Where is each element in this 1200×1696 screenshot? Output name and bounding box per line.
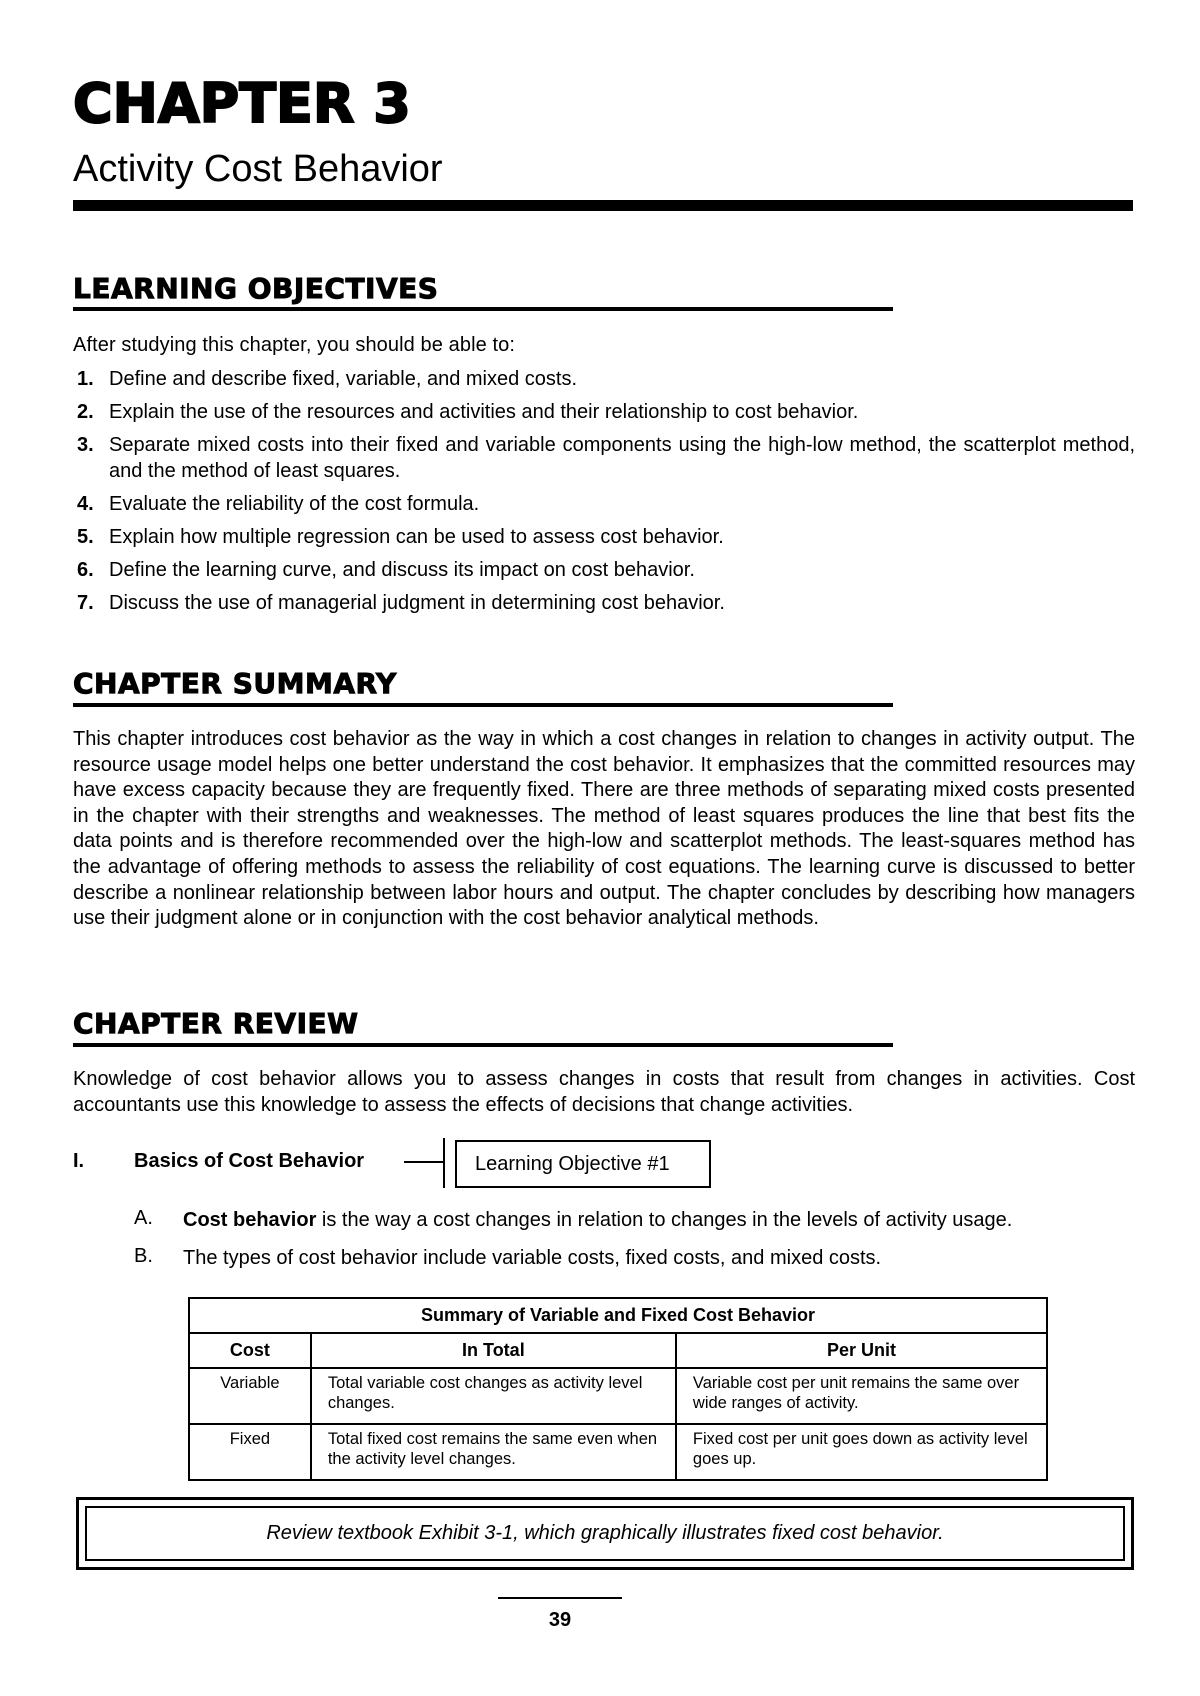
point-a-rest: is the way a cost changes in relation to changes in the levels of activity usage. bbox=[316, 1209, 1013, 1231]
in-total-cell: Total variable cost changes as activity level changes. bbox=[311, 1368, 676, 1424]
column-header-in-total: In Total bbox=[311, 1333, 676, 1368]
table-row bbox=[189, 1424, 1047, 1480]
point-a-term: Cost behavior bbox=[183, 1209, 317, 1231]
objective-number: 6. bbox=[77, 559, 94, 581]
review-note-text: Review textbook Exhibit 3-1, which graphically illustrates fixed cost behavior. bbox=[85, 1506, 1125, 1561]
objective-number: 5. bbox=[77, 526, 94, 548]
per-unit-cell: Fixed cost per unit goes down as activity level goes up. bbox=[676, 1424, 1047, 1480]
point-a-letter: A. bbox=[134, 1207, 153, 1229]
page-number-rule bbox=[498, 1597, 622, 1599]
objective-text: Define the learning curve, and discuss its impact on cost behavior. bbox=[109, 559, 695, 581]
objective-item bbox=[73, 524, 1135, 550]
chapter-title: Activity Cost Behavior bbox=[73, 148, 443, 190]
objective-item bbox=[73, 590, 1135, 616]
objective-text: Evaluate the reliability of the cost formula. bbox=[109, 493, 480, 515]
chapter-summary-rule bbox=[73, 703, 893, 707]
objective-text: Discuss the use of managerial judgment in determining cost behavior. bbox=[109, 592, 725, 614]
in-total-cell: Total fixed cost remains the same even when the activity level changes. bbox=[311, 1424, 676, 1480]
column-header-per-unit: Per Unit bbox=[676, 1333, 1047, 1368]
chapter-number: CHAPTER 3 bbox=[73, 72, 411, 135]
learning-objectives-rule bbox=[73, 307, 893, 311]
objective-item bbox=[73, 432, 1135, 484]
learning-objective-tag: Learning Objective #1 bbox=[455, 1140, 711, 1188]
point-b-text: The types of cost behavior include variable costs, fixed costs, and mixed costs. bbox=[183, 1247, 882, 1269]
objective-item bbox=[73, 557, 1135, 583]
learning-objectives-heading: LEARNING OBJECTIVES bbox=[73, 272, 439, 305]
chapter-summary-heading: CHAPTER SUMMARY bbox=[73, 667, 397, 700]
point-a-text bbox=[183, 1207, 1012, 1233]
objective-item bbox=[73, 491, 1135, 517]
section-title: Basics of Cost Behavior bbox=[134, 1150, 365, 1172]
chapter-review-heading: CHAPTER REVIEW bbox=[73, 1007, 359, 1040]
table-header-row bbox=[189, 1333, 1047, 1368]
objective-text: Explain the use of the resources and activities and their relationship to cost behavior. bbox=[109, 401, 859, 423]
cost-cell: Fixed bbox=[189, 1424, 311, 1480]
table-row bbox=[189, 1368, 1047, 1424]
chapter-review-rule bbox=[73, 1043, 893, 1047]
page-number: 39 bbox=[548, 1609, 572, 1631]
objective-item bbox=[73, 366, 1135, 392]
review-note-box bbox=[76, 1497, 1134, 1570]
chapter-summary-text: This chapter introduces cost behavior as the way in which a cost changes in relation to changes in activity output. The resource usage model helps one better understand the cost behavior. It emphasizes that the committed resources may have excess capacity because they are frequently fixed. There are three methods of separating mixed costs presented in the chapter with their strengths and weaknesses. The method of least squares produces the line that best fits the data points and is therefore recommended over the high-low and scatterplot methods. The least-squares method has the advantage of offering methods to assess the reliability of cost equations. The learning curve is discussed to better describe a nonlinear relationship between labor hours and output. The chapter concludes by describing how managers use their judgment alone or in conjunction with the cost behavior analytical methods. bbox=[73, 728, 1135, 930]
chapter-review-intro: Knowledge of cost behavior allows you to assess changes in costs that result from changes in activities. Cost accountants use this knowledge to assess the effects of decisions that change activities. bbox=[73, 1068, 1135, 1116]
objective-item bbox=[73, 399, 1135, 425]
point-b-letter: B. bbox=[134, 1245, 153, 1267]
objective-text: Explain how multiple regression can be used to assess cost behavior. bbox=[109, 526, 724, 548]
objective-text: Define and describe fixed, variable, and mixed costs. bbox=[109, 368, 578, 390]
objective-number: 7. bbox=[77, 592, 94, 614]
cost-cell: Variable bbox=[189, 1368, 311, 1424]
objective-number: 4. bbox=[77, 493, 94, 515]
objective-number: 3. bbox=[77, 434, 94, 456]
learning-objectives-list bbox=[73, 366, 1135, 623]
title-divider bbox=[73, 200, 1133, 211]
table-title: Summary of Variable and Fixed Cost Behavior bbox=[189, 1298, 1047, 1333]
objective-connector-line bbox=[404, 1161, 444, 1163]
per-unit-cell: Variable cost per unit remains the same over wide ranges of activity. bbox=[676, 1368, 1047, 1424]
column-header-cost: Cost bbox=[189, 1333, 311, 1368]
section-numeral: I. bbox=[73, 1150, 85, 1172]
table-title-row bbox=[189, 1298, 1047, 1333]
learning-objectives-intro: After studying this chapter, you should be able to: bbox=[73, 334, 516, 356]
objective-number: 1. bbox=[77, 368, 94, 390]
objective-number: 2. bbox=[77, 401, 94, 423]
objective-connector-bar bbox=[443, 1138, 445, 1188]
objective-text: Separate mixed costs into their fixed and variable components using the high-low method, the scatterplot method, and the method of least squares. bbox=[109, 434, 1135, 482]
cost-behavior-table bbox=[188, 1297, 1048, 1481]
